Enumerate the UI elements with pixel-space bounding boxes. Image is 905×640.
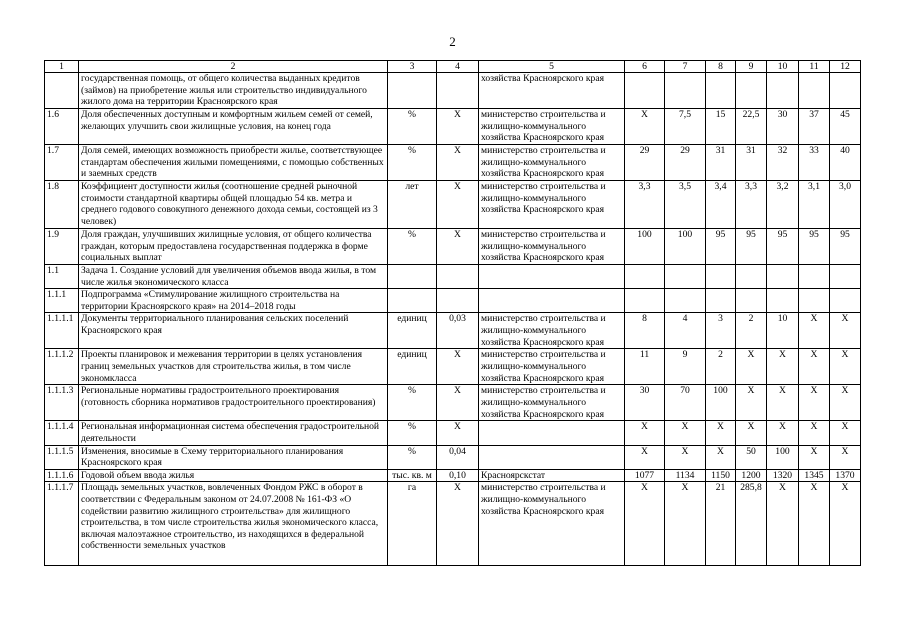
year-value-cell: X bbox=[767, 482, 799, 566]
row-number-cell: 1.1.1.3 bbox=[45, 385, 79, 421]
year-value-cell: X bbox=[830, 445, 861, 469]
unit-cell: % bbox=[388, 445, 437, 469]
year-value-cell: 1370 bbox=[830, 469, 861, 482]
year-value-cell bbox=[799, 73, 830, 109]
year-value-cell: 33 bbox=[799, 145, 830, 181]
weight-cell: X bbox=[437, 349, 479, 385]
weight-cell: 0,04 bbox=[437, 445, 479, 469]
year-value-cell bbox=[665, 289, 706, 313]
year-value-cell: 1345 bbox=[799, 469, 830, 482]
year-value-cell: 31 bbox=[736, 145, 767, 181]
year-value-cell: 21 bbox=[706, 482, 736, 566]
row-number-cell: 1.1.1.5 bbox=[45, 445, 79, 469]
year-value-cell bbox=[736, 265, 767, 289]
unit-cell bbox=[388, 73, 437, 109]
year-value-cell: X bbox=[799, 482, 830, 566]
table-row bbox=[45, 265, 861, 289]
source-cell: министерство строительства и жилищно-коммунального хозяйства Красноярского края bbox=[479, 349, 625, 385]
row-number-cell: 1.6 bbox=[45, 109, 79, 145]
source-cell: министерство строительства и жилищно-коммунального хозяйства Красноярского края bbox=[479, 181, 625, 229]
year-value-cell: X bbox=[665, 445, 706, 469]
weight-cell: X bbox=[437, 109, 479, 145]
year-value-cell: 100 bbox=[767, 445, 799, 469]
year-value-cell bbox=[736, 73, 767, 109]
source-cell: хозяйства Красноярского края bbox=[479, 73, 625, 109]
year-value-cell: X bbox=[625, 445, 665, 469]
table-row bbox=[45, 469, 861, 482]
row-number-cell: 1.1.1.4 bbox=[45, 421, 79, 445]
indicator-name-cell: Доля граждан, улучшивших жилищные условия, от общего количества граждан, которым предоставлена государственная поддержка в форме социальных выплат bbox=[79, 229, 388, 265]
row-number-cell: 1.1 bbox=[45, 265, 79, 289]
year-value-cell: 1077 bbox=[625, 469, 665, 482]
year-value-cell: X bbox=[736, 385, 767, 421]
year-value-cell: 100 bbox=[625, 229, 665, 265]
weight-cell: 0,03 bbox=[437, 313, 479, 349]
unit-cell: лет bbox=[388, 181, 437, 229]
year-value-cell: X bbox=[665, 421, 706, 445]
year-value-cell: 95 bbox=[706, 229, 736, 265]
table-row bbox=[45, 73, 861, 109]
source-cell: министерство строительства и жилищно-коммунального хозяйства Красноярского края bbox=[479, 109, 625, 145]
year-value-cell: 2 bbox=[736, 313, 767, 349]
year-value-cell bbox=[830, 289, 861, 313]
weight-cell: X bbox=[437, 482, 479, 566]
year-value-cell: 95 bbox=[799, 229, 830, 265]
year-value-cell: 95 bbox=[736, 229, 767, 265]
year-value-cell: 3,3 bbox=[736, 181, 767, 229]
weight-cell: 0,10 bbox=[437, 469, 479, 482]
table-row bbox=[45, 385, 861, 421]
source-cell: Красноярскстат bbox=[479, 469, 625, 482]
header-row bbox=[45, 61, 861, 73]
table-row bbox=[45, 421, 861, 445]
year-value-cell: X bbox=[767, 349, 799, 385]
indicator-name-cell: Годовой объем ввода жилья bbox=[79, 469, 388, 482]
year-value-cell bbox=[830, 265, 861, 289]
year-value-cell: 3,4 bbox=[706, 181, 736, 229]
unit-cell: % bbox=[388, 229, 437, 265]
year-value-cell: X bbox=[625, 421, 665, 445]
indicator-name-cell: Подпрограмма «Стимулирование жилищного строительства на территории Красноярского края» на 2014–2018 годы bbox=[79, 289, 388, 313]
source-cell: министерство строительства и жилищно-коммунального хозяйства Красноярского края bbox=[479, 385, 625, 421]
indicator-name-cell: государственная помощь, от общего количества выданных кредитов (займов) на приобретение жилья или строительство индивидуального жилого дома на территории Красноярского края bbox=[79, 73, 388, 109]
year-value-cell: 30 bbox=[625, 385, 665, 421]
year-value-cell: 40 bbox=[830, 145, 861, 181]
year-value-cell: 3,0 bbox=[830, 181, 861, 229]
header-cell: 5 bbox=[479, 61, 625, 73]
indicators-table-wrapper bbox=[44, 60, 860, 566]
table-row bbox=[45, 289, 861, 313]
year-value-cell: 37 bbox=[799, 109, 830, 145]
indicator-name-cell: Доля семей, имеющих возможность приобрести жилье, соответствующее стандартам обеспечения жилыми помещениями, с помощью собственных и заемных средств bbox=[79, 145, 388, 181]
source-cell bbox=[479, 289, 625, 313]
indicator-name-cell: Коэффициент доступности жилья (соотношение средней рыночной стоимости стандартной квартиры общей площадью 54 кв. метра и среднего годового совокупного денежного дохода семьи, состоящей из 3 человек) bbox=[79, 181, 388, 229]
row-number-cell: 1.7 bbox=[45, 145, 79, 181]
row-number-cell: 1.1.1.7 bbox=[45, 482, 79, 566]
year-value-cell: 3 bbox=[706, 313, 736, 349]
year-value-cell: 1200 bbox=[736, 469, 767, 482]
year-value-cell: X bbox=[736, 421, 767, 445]
year-value-cell: 3,2 bbox=[767, 181, 799, 229]
year-value-cell: 2 bbox=[706, 349, 736, 385]
year-value-cell: X bbox=[767, 421, 799, 445]
table-row bbox=[45, 229, 861, 265]
indicators-table bbox=[44, 60, 861, 566]
year-value-cell: X bbox=[767, 385, 799, 421]
row-number-cell: 1.1.1.1 bbox=[45, 313, 79, 349]
year-value-cell: 30 bbox=[767, 109, 799, 145]
year-value-cell: 22,5 bbox=[736, 109, 767, 145]
year-value-cell: 45 bbox=[830, 109, 861, 145]
row-number-cell bbox=[45, 73, 79, 109]
unit-cell: тыс. кв. м bbox=[388, 469, 437, 482]
weight-cell: X bbox=[437, 145, 479, 181]
row-number-cell: 1.1.1.2 bbox=[45, 349, 79, 385]
year-value-cell: 100 bbox=[706, 385, 736, 421]
year-value-cell bbox=[736, 289, 767, 313]
year-value-cell: X bbox=[799, 313, 830, 349]
year-value-cell: X bbox=[706, 445, 736, 469]
year-value-cell: 50 bbox=[736, 445, 767, 469]
year-value-cell: 8 bbox=[625, 313, 665, 349]
weight-cell bbox=[437, 265, 479, 289]
year-value-cell: X bbox=[799, 349, 830, 385]
source-cell: министерство строительства и жилищно-коммунального хозяйства Красноярского края bbox=[479, 482, 625, 566]
source-cell: министерство строительства и жилищно-коммунального хозяйства Красноярского края bbox=[479, 313, 625, 349]
year-value-cell: X bbox=[830, 313, 861, 349]
weight-cell: X bbox=[437, 229, 479, 265]
unit-cell: единиц bbox=[388, 313, 437, 349]
header-cell: 8 bbox=[706, 61, 736, 73]
year-value-cell: X bbox=[799, 445, 830, 469]
year-value-cell: X bbox=[736, 349, 767, 385]
indicator-name-cell: Документы территориального планирования сельских поселений Красноярского края bbox=[79, 313, 388, 349]
header-cell: 12 bbox=[830, 61, 861, 73]
year-value-cell: 3,3 bbox=[625, 181, 665, 229]
page-number: 2 bbox=[449, 34, 456, 49]
row-number-cell: 1.9 bbox=[45, 229, 79, 265]
year-value-cell: 31 bbox=[706, 145, 736, 181]
table-row bbox=[45, 482, 861, 566]
year-value-cell: 4 bbox=[665, 313, 706, 349]
header-cell: 6 bbox=[625, 61, 665, 73]
year-value-cell: 70 bbox=[665, 385, 706, 421]
indicator-name-cell: Площадь земельных участков, вовлеченных Фондом РЖС в оборот в соответствии с Федеральным законом от 24.07.2008 № 161-ФЗ «О содействии развитию жилищного строительства» для жилищного строительства, в том числе строительства жилья экономического класса, включая малоэтажное строительство, из находящихся в федеральной собственности земельных участков bbox=[79, 482, 388, 566]
year-value-cell bbox=[665, 265, 706, 289]
year-value-cell: 3,5 bbox=[665, 181, 706, 229]
table-row bbox=[45, 445, 861, 469]
header-cell: 3 bbox=[388, 61, 437, 73]
table-row bbox=[45, 349, 861, 385]
indicator-name-cell: Региональная информационная система обеспечения градостроительной деятельности bbox=[79, 421, 388, 445]
source-cell: министерство строительства и жилищно-коммунального хозяйства Красноярского края bbox=[479, 145, 625, 181]
indicator-name-cell: Изменения, вносимые в Схему территориального планирования Красноярского края bbox=[79, 445, 388, 469]
year-value-cell: 95 bbox=[830, 229, 861, 265]
indicator-name-cell: Региональные нормативы градостроительного проектирования (готовность сборника нормативов градостроительного проектирования) bbox=[79, 385, 388, 421]
year-value-cell bbox=[625, 73, 665, 109]
row-number-cell: 1.1.1.6 bbox=[45, 469, 79, 482]
year-value-cell: 1320 bbox=[767, 469, 799, 482]
weight-cell bbox=[437, 289, 479, 313]
year-value-cell: X bbox=[706, 421, 736, 445]
year-value-cell: X bbox=[799, 421, 830, 445]
table-row bbox=[45, 313, 861, 349]
year-value-cell bbox=[767, 73, 799, 109]
source-cell bbox=[479, 265, 625, 289]
year-value-cell bbox=[767, 289, 799, 313]
table-row bbox=[45, 145, 861, 181]
year-value-cell: X bbox=[830, 385, 861, 421]
year-value-cell bbox=[706, 265, 736, 289]
row-number-cell: 1.1.1 bbox=[45, 289, 79, 313]
year-value-cell bbox=[799, 289, 830, 313]
year-value-cell: X bbox=[625, 482, 665, 566]
unit-cell: единиц bbox=[388, 349, 437, 385]
header-cell: 10 bbox=[767, 61, 799, 73]
year-value-cell: 7,5 bbox=[665, 109, 706, 145]
weight-cell: X bbox=[437, 181, 479, 229]
year-value-cell: 3,1 bbox=[799, 181, 830, 229]
unit-cell: % bbox=[388, 109, 437, 145]
unit-cell: % bbox=[388, 385, 437, 421]
header-cell: 11 bbox=[799, 61, 830, 73]
year-value-cell: 10 bbox=[767, 313, 799, 349]
source-cell bbox=[479, 421, 625, 445]
row-number-cell: 1.8 bbox=[45, 181, 79, 229]
table-row bbox=[45, 109, 861, 145]
source-cell bbox=[479, 445, 625, 469]
unit-cell: % bbox=[388, 421, 437, 445]
year-value-cell: 1150 bbox=[706, 469, 736, 482]
indicator-name-cell: Проекты планировок и межевания территории в целях установления границ земельных участков для строительства жилья, в том числе экономкласса bbox=[79, 349, 388, 385]
year-value-cell: 11 bbox=[625, 349, 665, 385]
year-value-cell: X bbox=[625, 109, 665, 145]
indicator-name-cell: Доля обеспеченных доступным и комфортным жильем семей от семей, желающих улучшить свои жилищные условия, на конец года bbox=[79, 109, 388, 145]
year-value-cell: 1134 bbox=[665, 469, 706, 482]
table-row bbox=[45, 181, 861, 229]
unit-cell: % bbox=[388, 145, 437, 181]
year-value-cell bbox=[665, 73, 706, 109]
year-value-cell: 285,8 bbox=[736, 482, 767, 566]
year-value-cell bbox=[830, 73, 861, 109]
year-value-cell: 9 bbox=[665, 349, 706, 385]
year-value-cell: 32 bbox=[767, 145, 799, 181]
header-cell: 4 bbox=[437, 61, 479, 73]
year-value-cell: 15 bbox=[706, 109, 736, 145]
year-value-cell: X bbox=[665, 482, 706, 566]
weight-cell bbox=[437, 73, 479, 109]
header-cell: 7 bbox=[665, 61, 706, 73]
year-value-cell bbox=[706, 73, 736, 109]
year-value-cell: X bbox=[830, 421, 861, 445]
year-value-cell: 100 bbox=[665, 229, 706, 265]
header-cell: 1 bbox=[45, 61, 79, 73]
year-value-cell: X bbox=[799, 385, 830, 421]
year-value-cell bbox=[625, 265, 665, 289]
year-value-cell bbox=[767, 265, 799, 289]
unit-cell bbox=[388, 265, 437, 289]
year-value-cell: X bbox=[830, 349, 861, 385]
year-value-cell: X bbox=[830, 482, 861, 566]
year-value-cell: 95 bbox=[767, 229, 799, 265]
weight-cell: X bbox=[437, 385, 479, 421]
year-value-cell: 29 bbox=[625, 145, 665, 181]
weight-cell: X bbox=[437, 421, 479, 445]
year-value-cell: 29 bbox=[665, 145, 706, 181]
year-value-cell bbox=[799, 265, 830, 289]
header-cell: 2 bbox=[79, 61, 388, 73]
indicator-name-cell: Задача 1. Создание условий для увеличения объемов ввода жилья, в том числе жилья экономического класса bbox=[79, 265, 388, 289]
source-cell: министерство строительства и жилищно-коммунального хозяйства Красноярского края bbox=[479, 229, 625, 265]
year-value-cell bbox=[625, 289, 665, 313]
year-value-cell bbox=[706, 289, 736, 313]
header-cell: 9 bbox=[736, 61, 767, 73]
unit-cell bbox=[388, 289, 437, 313]
unit-cell: га bbox=[388, 482, 437, 566]
